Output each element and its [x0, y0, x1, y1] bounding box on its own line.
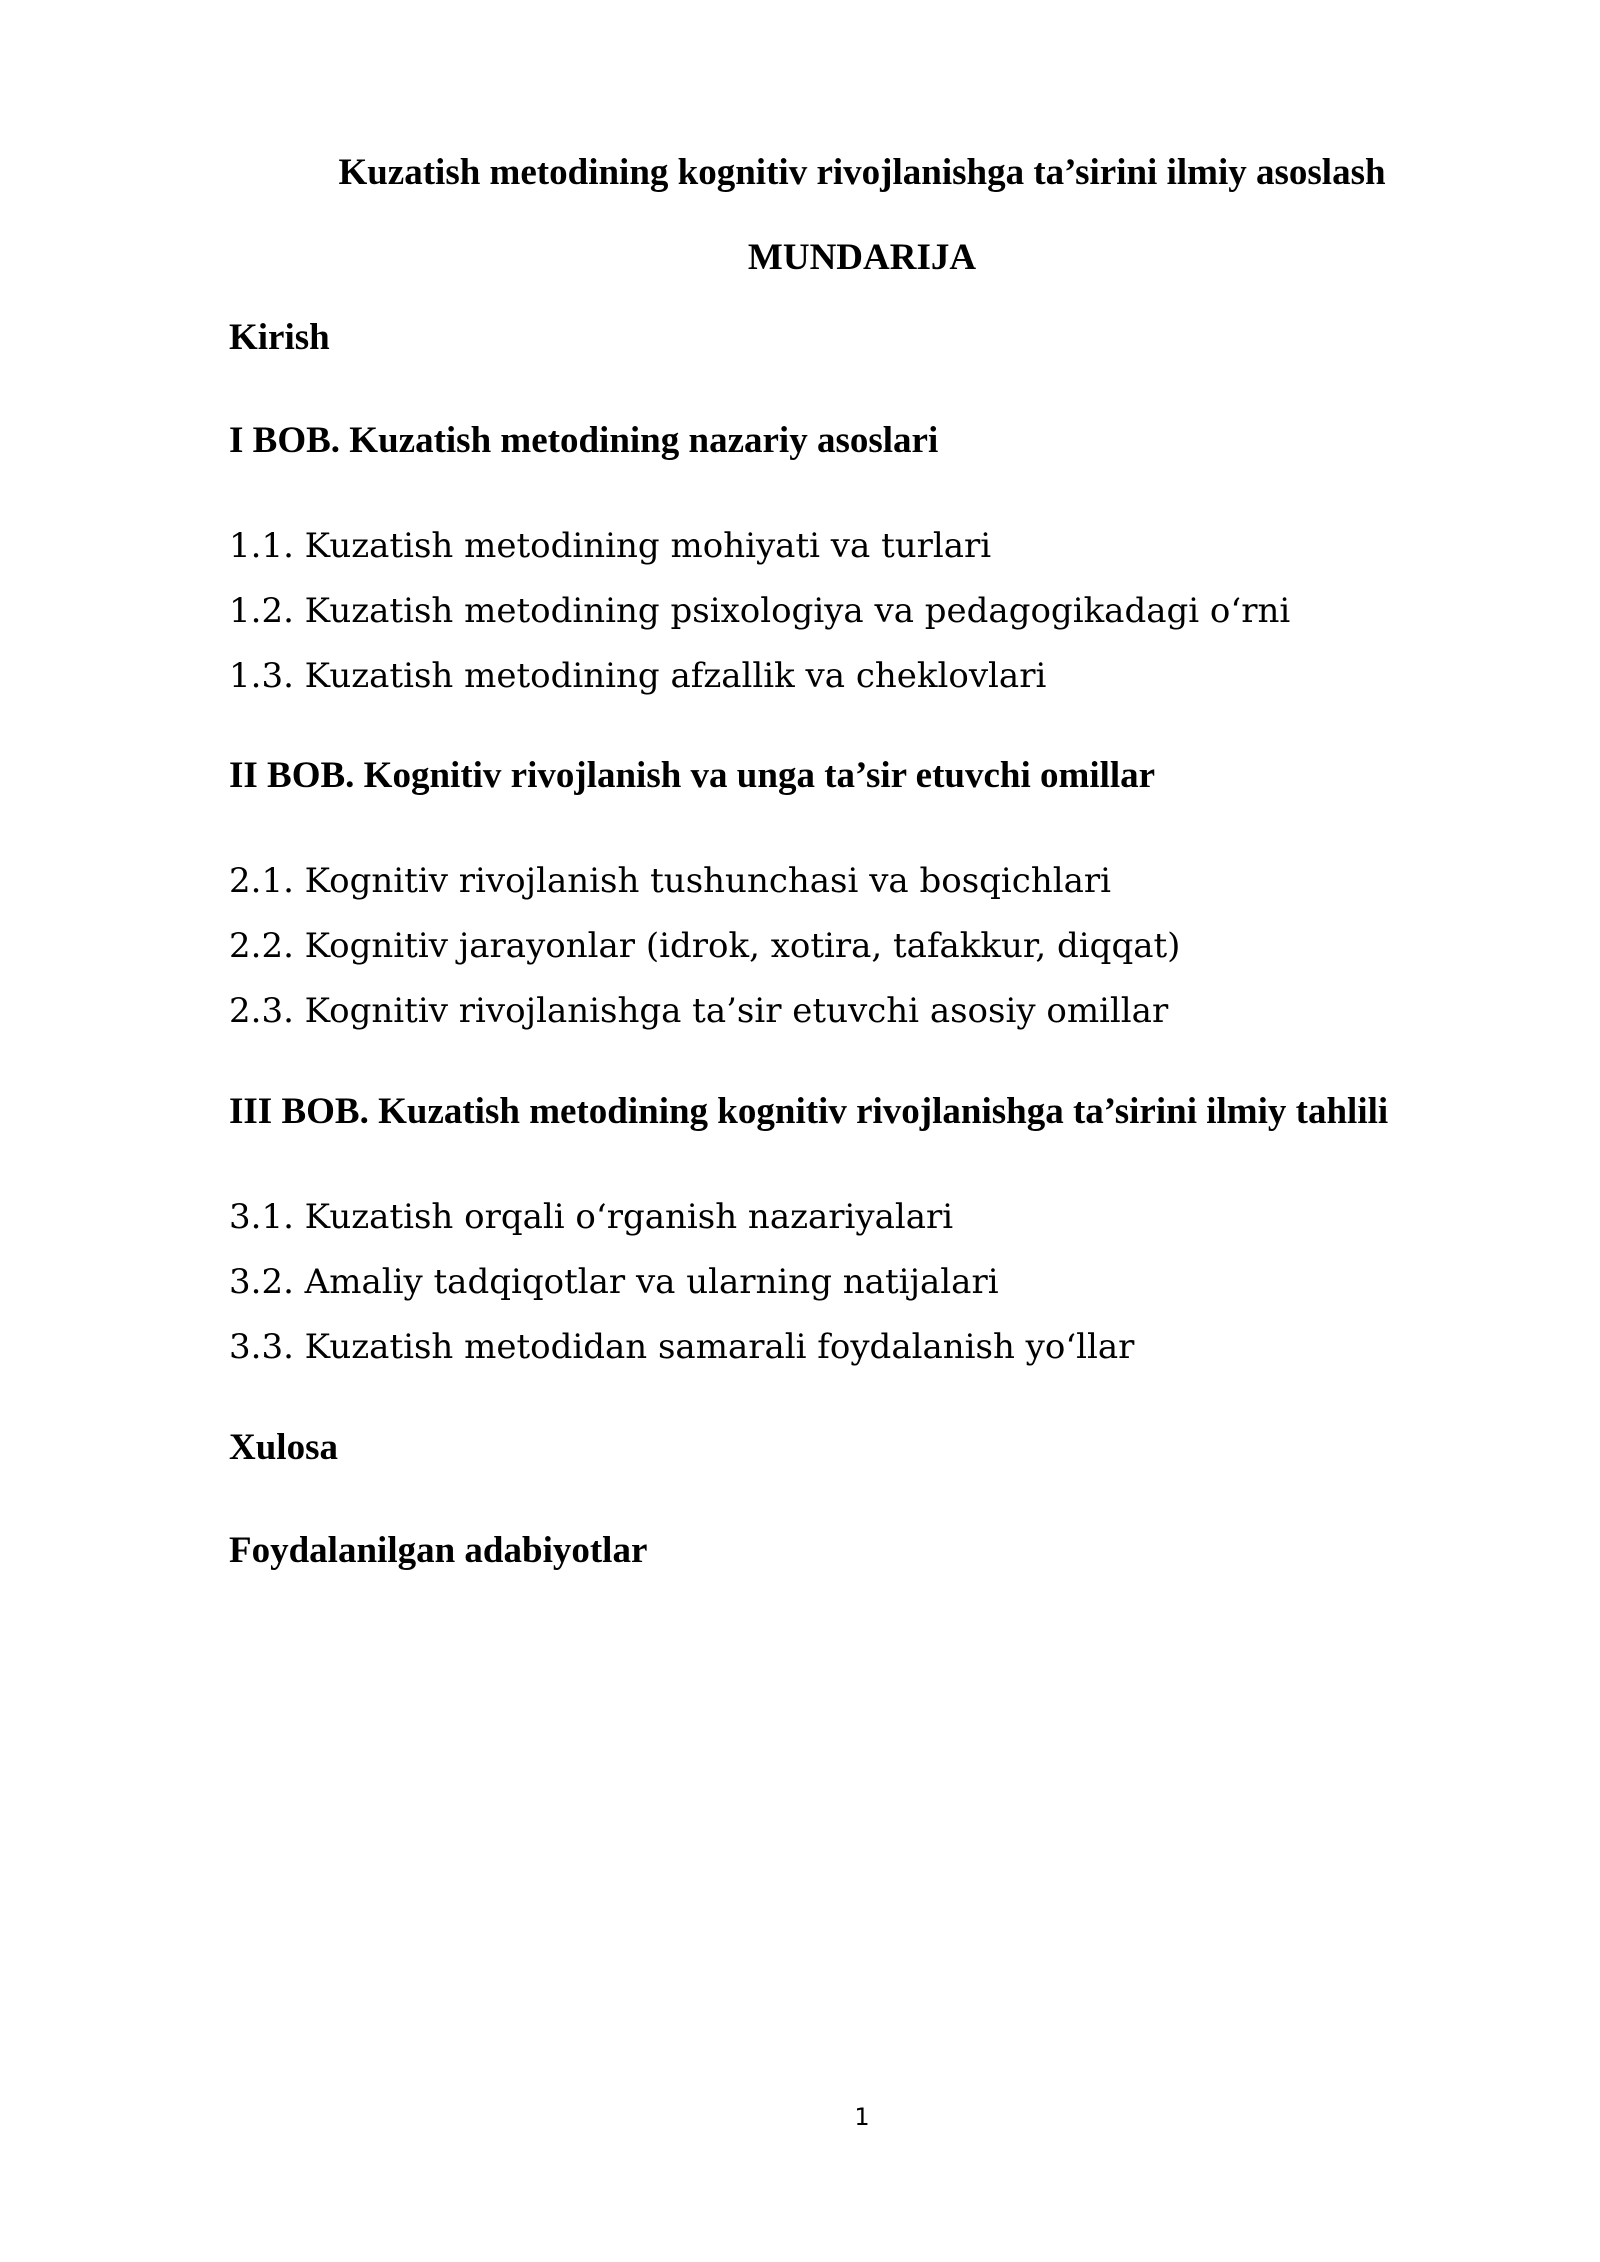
toc-entry-introduction: Kirish — [229, 317, 330, 358]
toc-section-1-1: 1.1. Kuzatish metodining mohiyati va turlari — [229, 526, 992, 566]
toc-heading: MUNDARIJA — [747, 237, 977, 278]
toc-section-2-3: 2.3. Kognitiv rivojlanishga ta’sir etuvchi asosiy omillar — [229, 991, 1169, 1031]
document-title: Kuzatish metodining kognitiv rivojlanishga ta’sirini ilmiy asoslash — [338, 152, 1386, 193]
toc-section-1-3: 1.3. Kuzatish metodining afzallik va cheklovlari — [229, 656, 1047, 696]
toc-chapter-2: II BOB. Kognitiv rivojlanish va unga ta’sir etuvchi omillar — [229, 755, 1156, 796]
toc-section-2-2: 2.2. Kognitiv jarayonlar (idrok, xotira, tafakkur, diqqat) — [229, 926, 1181, 966]
toc-entry-references: Foydalanilgan adabiyotlar — [229, 1530, 648, 1571]
page-number: 1 — [854, 2103, 870, 2131]
toc-entry-conclusion: Xulosa — [229, 1427, 338, 1468]
toc-chapter-3: III BOB. Kuzatish metodining kognitiv rivojlanishga ta’sirini ilmiy tahlili — [229, 1091, 1389, 1132]
toc-section-3-3: 3.3. Kuzatish metodidan samarali foydalanish yo‘llar — [229, 1327, 1135, 1367]
toc-section-3-1: 3.1. Kuzatish orqali o‘rganish nazariyalari — [229, 1197, 954, 1237]
toc-section-3-2: 3.2. Amaliy tadqiqotlar va ularning natijalari — [229, 1262, 999, 1302]
toc-section-2-1: 2.1. Kognitiv rivojlanish tushunchasi va bosqichlari — [229, 861, 1112, 901]
toc-section-1-2: 1.2. Kuzatish metodining psixologiya va pedagogikadagi o‘rni — [229, 591, 1291, 631]
toc-chapter-1: I BOB. Kuzatish metodining nazariy asoslari — [229, 420, 939, 461]
